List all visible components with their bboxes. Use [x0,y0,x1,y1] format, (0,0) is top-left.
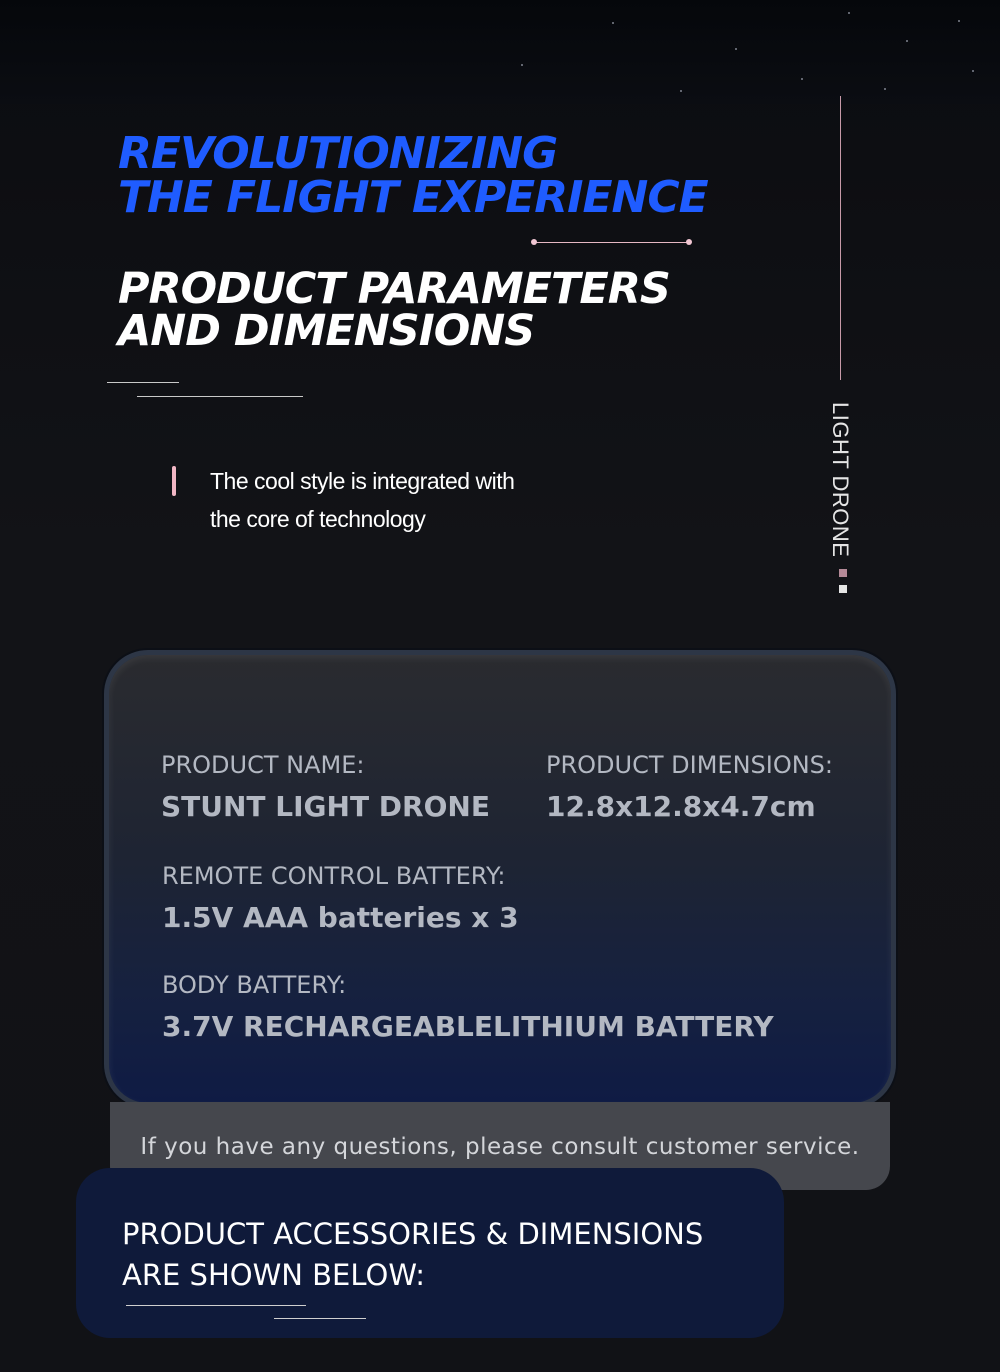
notice-text: If you have any questions, please consult customer service. [140,1134,860,1160]
spec-label-body-battery: BODY BATTERY: [162,971,347,999]
accessories-underline-short [274,1318,366,1319]
spec-value-remote-battery: 1.5V AAA batteries x 3 [162,901,519,934]
star [972,70,974,72]
headline-blue-line-1: REVOLUTIONIZING [118,128,558,179]
side-square-pink [839,569,847,577]
spec-label-product-name: PRODUCT NAME: [161,751,365,779]
star [680,90,682,92]
headline-blue-line-2: THE FLIGHT EXPERIENCE [118,172,708,223]
pink-divider [534,242,690,243]
star [884,88,886,90]
headline-blue [118,128,708,223]
spec-label-remote-battery: REMOTE CONTROL BATTERY: [162,862,506,890]
star [958,20,960,22]
star [521,64,523,66]
headline-underline-long [137,396,303,397]
spec-value-body-battery: 3.7V RECHARGEABLELITHIUM BATTERY [162,1010,774,1043]
side-label: LIGHT DRONE [828,402,853,558]
side-square-white [839,585,847,593]
accessories-line-2: ARE SHOWN BELOW: [122,1258,426,1292]
quote-bar [172,466,176,496]
accessories-underline-long [126,1305,306,1306]
pink-divider-dot-right [686,239,692,245]
accessories-banner [76,1168,784,1338]
tagline-line-2: the core of technology [210,506,426,532]
star [848,12,850,14]
spec-label-product-dimensions: PRODUCT DIMENSIONS: [546,751,833,779]
spec-value-product-dimensions: 12.8x12.8x4.7cm [546,790,816,823]
spec-card [104,650,896,1108]
headline-white-line-1: PRODUCT PARAMETERS [118,264,670,314]
tagline [210,462,514,538]
star [801,78,803,80]
headline-underline-short [107,382,179,383]
star [735,48,737,50]
tagline-line-1: The cool style is integrated with [210,468,515,494]
starfield-background [0,0,1000,104]
spec-value-product-name: STUNT LIGHT DRONE [161,790,490,823]
accessories-heading [122,1214,703,1296]
accessories-line-1: PRODUCT ACCESSORIES & DIMENSIONS [122,1217,704,1251]
star [906,40,908,42]
headline-white [118,264,670,356]
pink-divider-dot-left [531,239,537,245]
vertical-divider [840,96,841,380]
headline-white-line-2: AND DIMENSIONS [118,306,535,356]
star [612,22,614,24]
